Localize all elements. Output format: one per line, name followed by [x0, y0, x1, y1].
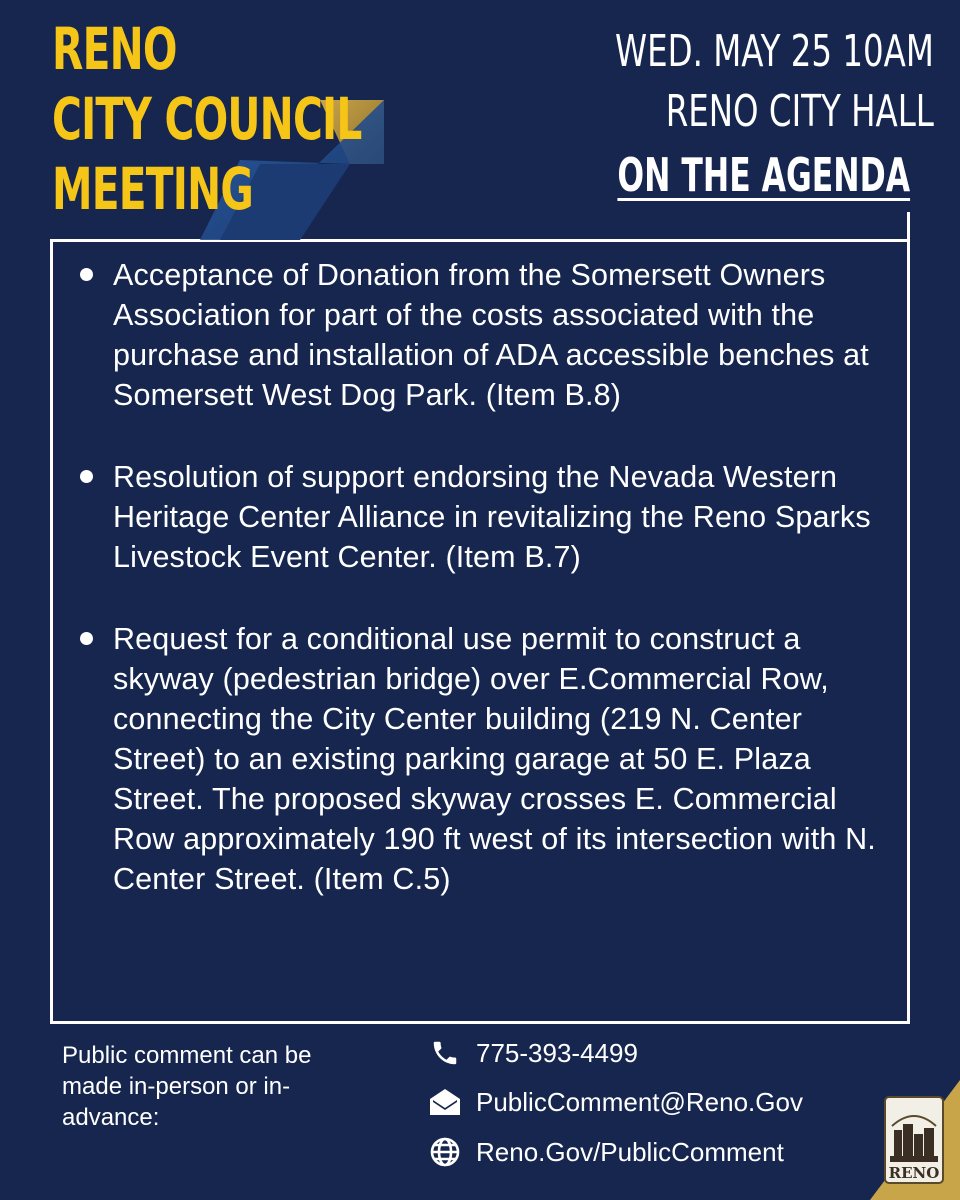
agenda-item-text: Resolution of support endorsing the Nevada Western Heritage Center Alliance in revitalizing the Reno Sparks Livestock Event Center. (Item B.7)	[113, 460, 871, 574]
agenda-item	[53, 457, 907, 577]
contact-website[interactable]	[428, 1135, 784, 1169]
title-line-reno: RENO	[52, 15, 177, 83]
globe-icon	[428, 1135, 462, 1169]
agenda-item	[53, 255, 907, 415]
agenda-box	[50, 239, 910, 1024]
city-of-reno-logo	[884, 1096, 944, 1184]
bullet-dot	[80, 632, 93, 645]
agenda-item	[53, 619, 907, 899]
bullet-dot	[80, 268, 93, 281]
agenda-item-text: Request for a conditional use permit to construct a skyway (pedestrian bridge) over E.Commercial Row, connecting the City Center building (219 N. Center Street) to an existing parking garage at 50 E. Plaza Street. The proposed skyway crosses E. Commercial Row approximately 190 ft west of its intersection with N. Center Street. (Item C.5)	[113, 622, 876, 896]
title-line-meeting: MEETING	[52, 155, 254, 223]
website-url[interactable]: Reno.Gov/PublicComment	[476, 1136, 784, 1167]
phone-number[interactable]: 775-393-4499	[476, 1037, 638, 1068]
title-line-city-council: CITY COUNCIL	[52, 85, 362, 153]
envelope-icon	[428, 1085, 462, 1119]
phone-icon	[428, 1036, 462, 1070]
agenda-list	[53, 255, 907, 899]
bullet-dot	[80, 470, 93, 483]
meeting-info	[615, 22, 934, 142]
agenda-heading: ON THE AGENDA	[617, 148, 910, 202]
public-comment-note: Public comment can be made in-person or in-advance:	[62, 1042, 312, 1131]
agenda-item-text: Acceptance of Donation from the Somersett Owners Association for part of the costs associated with the purchase and installation of ADA accessible benches at Somersett West Dog Park. (Item B.8)	[113, 258, 869, 412]
meeting-datetime: WED. MAY 25 10AM	[615, 26, 934, 77]
meeting-location: RENO CITY HALL	[665, 86, 934, 137]
logo-text: RENO	[888, 1164, 940, 1182]
contact-email[interactable]	[428, 1085, 803, 1119]
meeting-title	[52, 14, 362, 224]
email-address[interactable]: PublicComment@Reno.Gov	[476, 1086, 803, 1117]
contact-phone[interactable]	[428, 1036, 638, 1070]
